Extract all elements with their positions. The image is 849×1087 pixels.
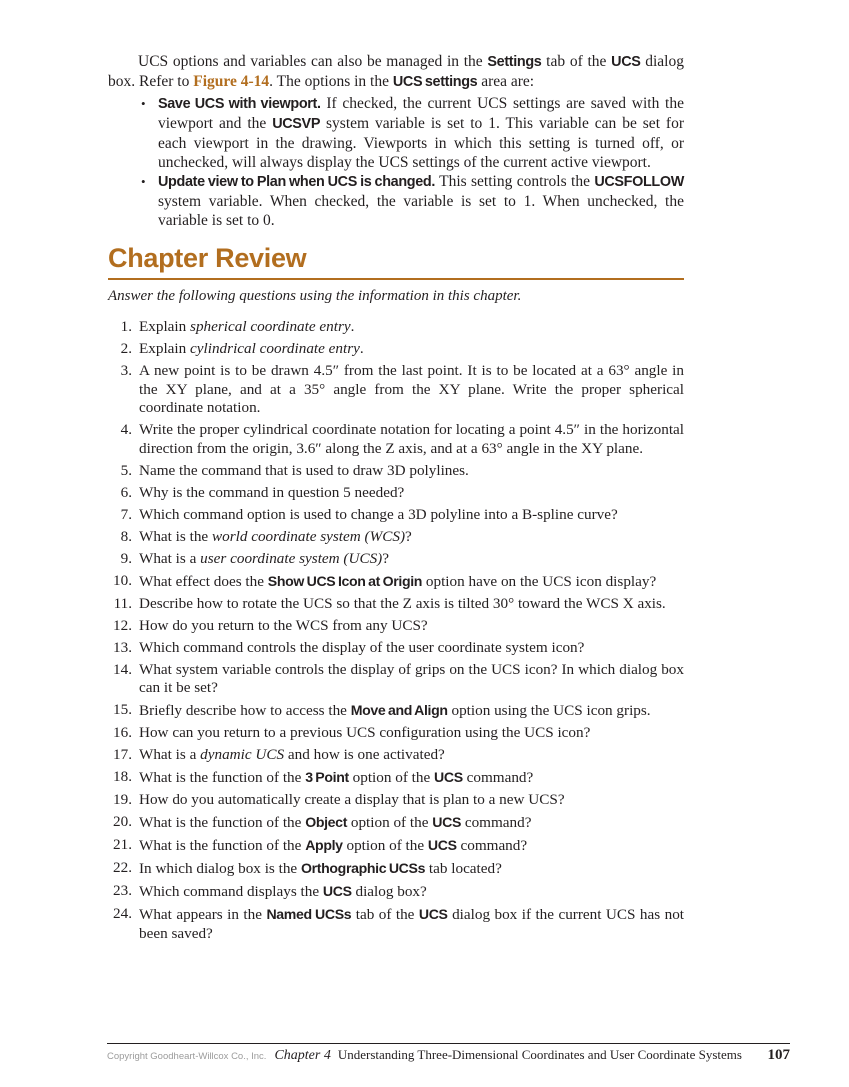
text-run: spherical coordinate entry [190, 318, 351, 335]
text-run: UCS [418, 906, 448, 922]
question-item [108, 572, 684, 592]
text-run: UCS [427, 837, 457, 853]
question-text [139, 639, 684, 658]
intro-paragraph [108, 52, 684, 92]
text-run: How can you return to a previous UCS configuration using the UCS icon? [139, 724, 591, 741]
bullet-icon: • [141, 174, 146, 189]
question-number: 13. [113, 638, 132, 656]
bullet-item [141, 172, 684, 230]
question-text [139, 362, 684, 418]
text-run: cylindrical coordinate entry [190, 340, 360, 357]
review-instruction: Answer the following questions using the information in this chapter. [108, 288, 522, 304]
question-number: 8. [120, 527, 132, 545]
question-text [139, 836, 684, 856]
question-text [139, 813, 684, 833]
question-text [139, 905, 684, 943]
text-run: and how is one activated? [284, 746, 445, 763]
question-item [108, 617, 684, 636]
question-item [108, 791, 684, 810]
question-item [108, 813, 684, 833]
text-run: . [359, 340, 364, 357]
page-number: 107 [767, 1047, 790, 1063]
text-run: Move and Align [350, 702, 448, 718]
text-run: UCSVP [272, 116, 321, 132]
text-run: How do you return to the WCS from any UCS? [139, 616, 428, 634]
text-run: dialog box. Refer to [108, 53, 684, 90]
text-run: What is the function of the [139, 814, 306, 831]
question-text [139, 859, 684, 879]
text-run: ? [405, 527, 412, 545]
question-text [139, 462, 684, 481]
text-run: world coordinate system (WCS) [211, 527, 406, 545]
text-run: option of the [342, 837, 428, 854]
question-text [139, 791, 684, 810]
text-run: What is a [139, 549, 201, 567]
text-run: Explain [139, 340, 191, 357]
text-run: tab located? [425, 860, 502, 877]
text-run: option of the [347, 814, 433, 831]
text-run: Write the proper cylindrical coordinate notation for locating a point 4.5″ in the horizontal direction from the origin, 3.6″ along the Z axis, and at a 63° angle in the XY plane. [139, 421, 684, 457]
text-run: UCS options and variables can also be managed in the [138, 53, 488, 70]
text-run: This setting controls the [435, 173, 595, 190]
question-text [139, 572, 684, 592]
text-run: . The options in the [269, 73, 393, 90]
question-number: 10. [113, 571, 132, 589]
chapter-title: Understanding Three-Dimensional Coordinates and User Coordinate Systems [337, 1047, 742, 1062]
question-number: 22. [113, 859, 132, 876]
chapter-review-heading: Chapter Review [108, 243, 684, 280]
question-item [108, 768, 684, 788]
text-run: dynamic UCS [200, 746, 285, 763]
text-run: UCS [611, 54, 641, 70]
question-number: 15. [113, 701, 132, 718]
text-run: What is a [139, 746, 201, 763]
question-number: 23. [113, 882, 132, 899]
text-run: system variable. When checked, the variable is set to 1. When unchecked, the variable is set to 0. [158, 193, 684, 229]
question-number: 1. [120, 318, 132, 335]
text-run: Named UCSs [266, 906, 352, 922]
review-question-list [108, 318, 684, 943]
question-item [108, 506, 684, 525]
question-item [108, 882, 684, 902]
text-run: Which command option is used to change a 3D polyline into a B-spline curve? [139, 505, 618, 523]
text-run: tab of the [541, 53, 612, 70]
text-run: 3 Point [305, 769, 349, 785]
question-item [108, 836, 684, 856]
question-number: 16. [113, 724, 132, 741]
text-run: Briefly describe how to access the [139, 702, 351, 719]
question-number: 4. [120, 421, 132, 438]
bullet-item [141, 94, 684, 172]
text-run: In which dialog box is the [139, 860, 301, 877]
text-run: ? [382, 549, 389, 567]
text-run: tab of the [351, 906, 419, 923]
question-number: 5. [120, 461, 132, 479]
question-number: 18. [113, 768, 132, 785]
text-run: user coordinate system (UCS) [200, 549, 383, 567]
question-item [108, 318, 684, 337]
question-number: 2. [120, 340, 132, 357]
question-number: 3. [120, 362, 132, 379]
text-run: Settings [487, 54, 542, 70]
text-run: Object [305, 814, 348, 830]
question-text [139, 661, 684, 698]
question-item [108, 859, 684, 879]
question-item [108, 528, 684, 547]
question-text [139, 318, 684, 337]
question-item [108, 421, 684, 458]
text-run: dialog box? [351, 883, 427, 900]
question-text [139, 724, 684, 743]
text-run: Apply [305, 837, 343, 853]
question-text [139, 506, 684, 525]
page-content [108, 52, 684, 947]
question-item [108, 701, 684, 721]
copyright-text: Copyright Goodheart-Willcox Co., Inc. [107, 1051, 267, 1062]
text-run: Update view to Plan when UCS is changed. [158, 174, 436, 190]
question-text [139, 595, 684, 614]
question-item [108, 484, 684, 503]
question-text [139, 746, 684, 765]
ucs-settings-bullet-list [108, 94, 684, 230]
text-run: command? [461, 814, 532, 831]
text-run: Explain [139, 318, 191, 335]
text-run: . [350, 318, 355, 335]
question-item [108, 661, 684, 698]
text-run: option using the UCS icon grips. [447, 702, 651, 719]
question-item [108, 550, 684, 569]
text-run: What system variable controls the display of grips on the UCS icon? In which dialog box can it be set? [139, 660, 684, 696]
text-run: UCSFOLLOW [594, 174, 684, 190]
text-run: system variable is set to 1. This variable can be set for each viewport in the drawing. Viewports in which this setting is turned off, or unchecked, will always display the UCS settings of the current active viewport. [158, 115, 684, 171]
chapter-label: Chapter 4 [274, 1048, 331, 1063]
text-run: What appears in the [139, 906, 267, 923]
question-item [108, 340, 684, 359]
question-number: 6. [120, 483, 132, 501]
question-item [108, 362, 684, 418]
question-number: 21. [113, 836, 132, 853]
question-number: 11. [113, 594, 132, 612]
text-run: Why is the command in question 5 needed? [139, 483, 405, 501]
question-number: 9. [120, 549, 132, 567]
question-item [108, 905, 684, 943]
question-text [139, 701, 684, 721]
text-run: What is the [139, 527, 212, 545]
question-text [139, 484, 684, 503]
text-run: If checked, the current UCS settings are saved with the viewport and the [158, 95, 684, 132]
question-item [108, 746, 684, 765]
question-item [108, 462, 684, 481]
text-run: UCS [434, 769, 463, 785]
question-number: 14. [113, 660, 132, 678]
question-text [139, 528, 684, 547]
text-run: UCS [432, 814, 462, 830]
question-item [108, 639, 684, 658]
question-number: 12. [113, 616, 132, 634]
text-run: dialog box if the current UCS has not been saved? [139, 906, 685, 942]
text-run: Which command controls the display of the user coordinate system icon? [139, 638, 585, 656]
bullet-text [158, 94, 684, 172]
text-run: UCS settings [392, 74, 478, 90]
text-run: command? [462, 769, 534, 786]
question-number: 20. [113, 813, 132, 830]
text-run: What is the function of the [139, 769, 306, 786]
text-run: Save UCS with viewport. [158, 96, 321, 112]
text-run: Describe how to rotate the UCS so that the Z axis is tilted 30° toward the WCS X axis. [139, 594, 666, 612]
text-run: area are: [477, 73, 535, 90]
text-run: How do you automatically create a display that is plan to a new UCS? [139, 791, 565, 808]
question-item [108, 595, 684, 614]
text-run: What effect does the [139, 572, 268, 590]
text-run: Orthographic UCSs [300, 860, 426, 876]
question-number: 24. [113, 905, 132, 922]
text-run: Which command displays the [139, 883, 323, 900]
page-footer [107, 1043, 790, 1064]
text-run: Name the command that is used to draw 3D polylines. [139, 461, 469, 479]
question-text [139, 421, 684, 458]
text-run: option have on the UCS icon display? [422, 572, 657, 590]
question-item [108, 724, 684, 743]
question-number: 19. [113, 791, 132, 808]
text-run: UCS [322, 883, 352, 899]
question-text [139, 768, 684, 788]
question-text [139, 550, 684, 569]
question-text [139, 617, 684, 636]
bullet-icon: • [141, 96, 146, 111]
text-run: command? [456, 837, 528, 854]
text-run: Show UCS Icon at Origin [267, 572, 423, 589]
question-text [139, 340, 684, 359]
text-run: A new point is to be drawn 4.5″ from the last point. It is to be located at a 63° angle in the XY plane, and at a 35° angle from the XY plane. Write the proper spherical coordinate notation. [139, 362, 684, 416]
text-run: What is the function of the [139, 837, 306, 854]
text-run: option of the [348, 769, 435, 786]
question-number: 7. [120, 505, 132, 523]
question-number: 17. [113, 746, 132, 763]
bullet-text [158, 172, 684, 230]
question-text [139, 882, 684, 902]
figure-reference: Figure 4-14 [193, 73, 270, 90]
